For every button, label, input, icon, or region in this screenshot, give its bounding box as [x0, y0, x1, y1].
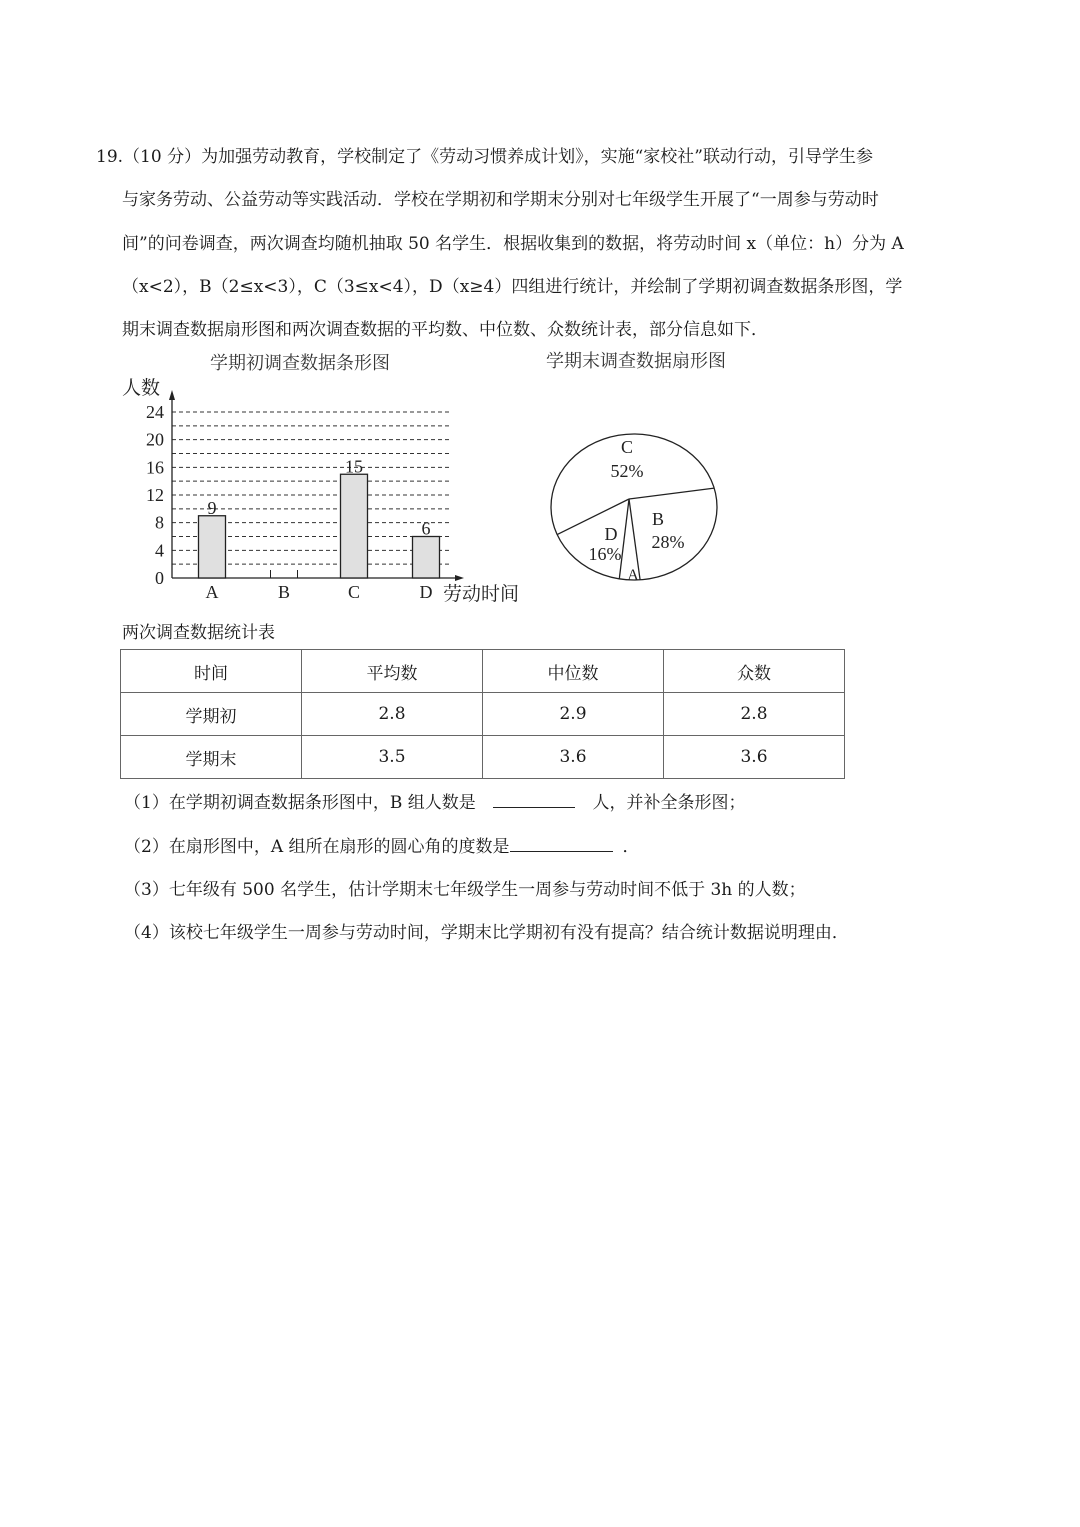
- y-tick-label: 16: [146, 457, 164, 478]
- problem-line: 间”的问卷调查，两次调查均随机抽取 50 名学生．根据收集到的数据，将劳动时间 x（单位：h）分为 A: [122, 234, 904, 254]
- y-tick-label: 0: [155, 568, 164, 588]
- question-3: （3）七年级有 500 名学生，估计学期末七年级学生一周参与劳动时间不低于 3h 的人数；: [124, 880, 806, 900]
- x-tick-label: A: [205, 582, 219, 602]
- y-tick-label: 4: [155, 540, 164, 561]
- question-text: 人，并补全条形图；: [592, 793, 746, 813]
- problem-line: 期末调查数据扇形图和两次调查数据的平均数、中位数、众数统计表，部分信息如下．: [122, 320, 768, 340]
- table-row: [121, 693, 845, 736]
- header-cell: 时间: [121, 650, 302, 693]
- slice-percent-C: 52%: [610, 461, 644, 481]
- pie-outline: [551, 434, 717, 580]
- slice-label-C: C: [620, 437, 634, 457]
- table-cell: 3.6: [483, 736, 664, 779]
- table-cell: 学期末: [121, 736, 302, 779]
- slice-label-B: B: [651, 509, 665, 529]
- question-text: （1）在学期初调查数据条形图中，B 组人数是: [124, 793, 476, 813]
- slice-label-D: D: [604, 524, 618, 544]
- table-cell: 2.8: [664, 693, 845, 736]
- slice-percent-D: 16%: [588, 544, 622, 564]
- data-label: 6: [421, 518, 431, 539]
- y-tick-label: 24: [146, 402, 164, 422]
- answer-blank[interactable]: [493, 792, 575, 808]
- table-header-row: [121, 650, 845, 693]
- table-cell: 学期初: [121, 693, 302, 736]
- header-cell: 平均数: [302, 650, 483, 693]
- problem-line: （x<2），B（2≤x<3），C（3≤x<4），D（x≥4）四组进行统计，并绘制了学期初调查数据条形图，学: [122, 277, 903, 297]
- y-axis-label: 人数: [122, 378, 161, 399]
- question-4: （4）该校七年级学生一周参与劳动时间，学期末比学期初有没有提高？结合统计数据说明理由．: [124, 923, 849, 943]
- question-text: （2）在扇形图中，A 组所在扇形的圆心角的度数是: [124, 837, 510, 857]
- question-2: [124, 832, 640, 857]
- x-axis-label: 劳动时间: [443, 584, 520, 605]
- problem-line: 与家务劳动、公益劳动等实践活动．学校在学期初和学期末分别对七年级学生开展了“一周参与劳动时: [122, 190, 879, 210]
- x-tick-label: C: [347, 582, 361, 602]
- y-tick-label: 12: [146, 485, 164, 505]
- problem-line: 19.（10 分）为加强劳动教育，学校制定了《劳动习惯养成计划》，实施“家校社”联动行动，引导学生参: [96, 147, 873, 167]
- answer-blank[interactable]: [510, 836, 613, 852]
- stats-table: [120, 649, 845, 779]
- y-tick-label: 20: [146, 429, 164, 450]
- data-label: 9: [207, 497, 217, 518]
- bar-chart-title: 学期初调查数据条形图: [210, 353, 390, 374]
- slice-label-A: A: [627, 567, 639, 584]
- question-text: ．: [622, 837, 640, 857]
- table-cell: 3.6: [664, 736, 845, 779]
- table-caption: 两次调查数据统计表: [122, 623, 275, 643]
- pie-chart: [0, 0, 1080, 620]
- pie-chart-title: 学期末调查数据扇形图: [546, 351, 726, 372]
- header-cell: 中位数: [483, 650, 664, 693]
- data-label: 15: [345, 456, 363, 477]
- question-1: [124, 788, 746, 813]
- header-cell: 众数: [664, 650, 845, 693]
- table-cell: 3.5: [302, 736, 483, 779]
- y-tick-label: 8: [155, 512, 164, 533]
- table-cell: 2.8: [302, 693, 483, 736]
- slice-percent-B: 28%: [651, 532, 685, 552]
- x-tick-label: D: [419, 582, 433, 602]
- table-row: [121, 736, 845, 779]
- table-cell: 2.9: [483, 693, 664, 736]
- x-tick-label: B: [277, 582, 291, 602]
